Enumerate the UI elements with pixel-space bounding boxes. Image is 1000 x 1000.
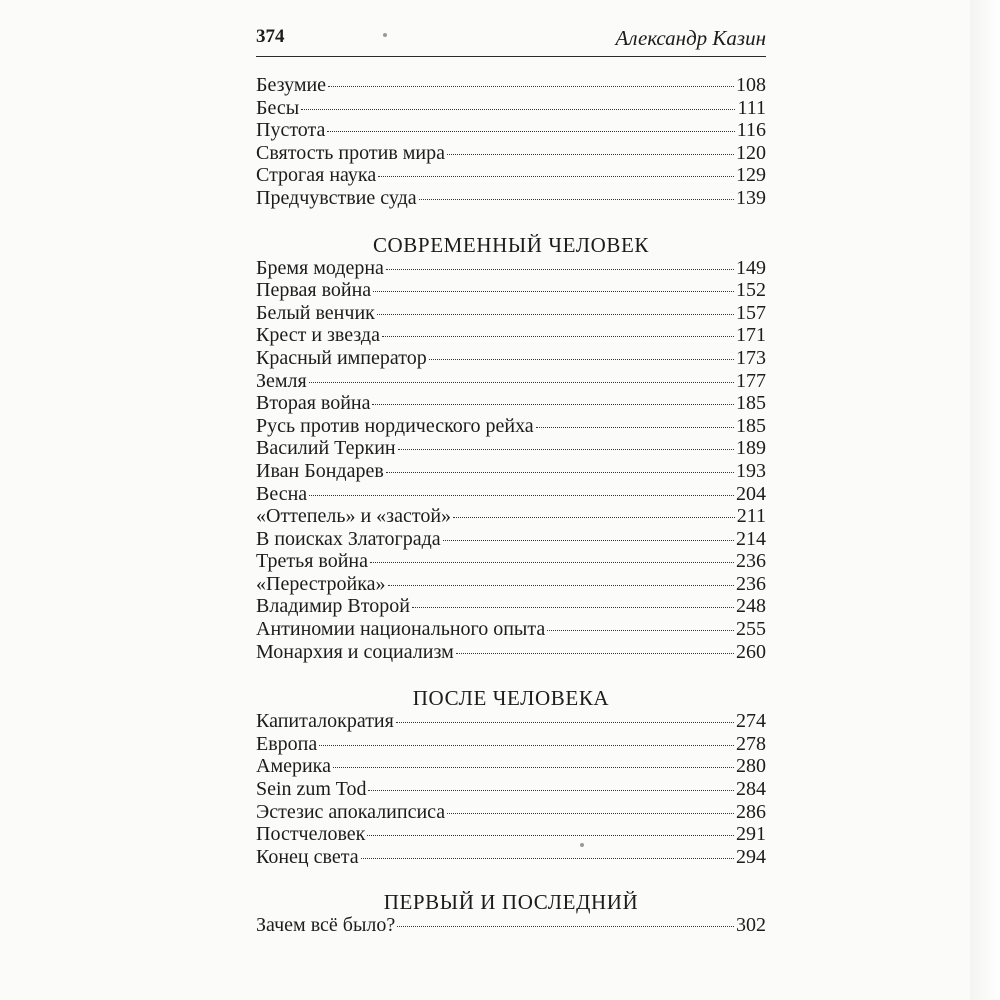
toc-entry-title: Святость против мира [256, 141, 445, 164]
toc-entry-title: Монархия и социализм [256, 640, 454, 663]
toc-leader-dots [453, 517, 735, 518]
toc-entry [256, 437, 766, 460]
toc-entry-title: Конец света [256, 845, 359, 868]
toc-entry-title: «Перестройка» [256, 572, 386, 595]
toc-leader-dots [370, 562, 734, 563]
toc-leader-dots [301, 109, 735, 110]
toc-entry-title: Земля [256, 369, 307, 392]
toc-entry-title: Пустота [256, 119, 326, 142]
toc-entry-title: Америка [256, 755, 331, 778]
toc-entry-page: 120 [736, 141, 766, 164]
toc-entry [256, 505, 766, 528]
toc-entry [256, 324, 766, 347]
toc-entry [256, 347, 766, 370]
toc-leader-dots [367, 835, 734, 836]
toc-entry-page: 211 [736, 505, 766, 528]
toc-entry [256, 392, 766, 415]
toc-leader-dots [397, 926, 734, 927]
toc-leader-dots [398, 449, 734, 450]
toc-leader-dots [319, 745, 734, 746]
toc-entry-page: 193 [736, 459, 766, 482]
toc-entry [256, 778, 766, 801]
toc-entry [256, 914, 766, 937]
toc-entry-title: Предчувствие суда [256, 186, 417, 209]
toc-leader-dots [327, 131, 734, 132]
toc-entry-page: 236 [736, 572, 766, 595]
toc-entry-title: В поисках Златограда [256, 527, 441, 550]
toc-entry-title: «Оттепель» и «застой» [256, 505, 452, 528]
toc-leader-dots [309, 382, 734, 383]
toc-entry-page: 274 [736, 710, 766, 733]
toc-leader-dots [536, 427, 734, 428]
toc-entry-title: Владимир Второй [256, 595, 410, 618]
toc-entry [256, 164, 766, 187]
toc-entry-title: Белый венчик [256, 301, 375, 324]
toc-entry-title: Антиномии национального опыта [256, 618, 546, 641]
toc-entry [256, 187, 766, 210]
toc-leader-dots [456, 653, 734, 654]
toc-entry [256, 595, 766, 618]
toc-entry-title: Вторая война [256, 392, 371, 415]
toc-entry [256, 302, 766, 325]
toc-entry [256, 846, 766, 869]
toc-entry [256, 618, 766, 641]
toc-entry-page: 284 [736, 778, 766, 801]
toc-entry-page: 302 [736, 914, 766, 937]
toc-entry-title: Sein zum Tod [256, 778, 367, 801]
section-heading-after-man: ПОСЛЕ ЧЕЛОВЕКА [412, 686, 610, 711]
toc-entry-page: 177 [736, 369, 766, 392]
toc-entry-title: Весна [256, 482, 308, 505]
toc-entry-title: Зачем всё было? [256, 914, 396, 937]
toc-entry [256, 415, 766, 438]
toc-entry-page: 214 [736, 527, 766, 550]
toc-leader-dots [361, 858, 734, 859]
page-header [256, 24, 766, 57]
toc-entry [256, 528, 766, 551]
toc-entry-page: 260 [736, 640, 766, 663]
toc-entry-page: 108 [736, 74, 766, 96]
toc-entry-page: 129 [736, 164, 766, 187]
toc-entry [256, 460, 766, 483]
toc-entry-page: 157 [736, 301, 766, 324]
toc-entry-title: Русь против нордического рейха [256, 414, 534, 437]
toc-entry-title: Бесы [256, 96, 300, 119]
toc-entry [256, 279, 766, 302]
toc-entry [256, 710, 766, 733]
toc-leader-dots [368, 790, 734, 791]
toc-entry-title: Эстезис апокалипсиса [256, 800, 446, 823]
toc-leader-dots [386, 269, 734, 270]
toc-leader-dots [412, 607, 734, 608]
toc-entry-page: 286 [736, 800, 766, 823]
toc-leader-dots [377, 314, 734, 315]
toc-leader-dots [443, 540, 734, 541]
toc-entry-page: 116 [736, 119, 766, 142]
toc-entry-page: 149 [736, 256, 766, 279]
toc-entry-page: 255 [736, 618, 766, 641]
toc-entry [256, 823, 766, 846]
toc-entry-page: 294 [736, 845, 766, 868]
toc-leader-dots [328, 86, 734, 87]
toc-leader-dots [547, 630, 734, 631]
toc-entry-title: Бремя модерна [256, 256, 384, 279]
section-heading-first-and-last: ПЕРВЫЙ И ПОСЛЕДНИЙ [383, 890, 639, 915]
table-of-contents [256, 74, 766, 937]
toc-entry-page: 291 [736, 823, 766, 846]
toc-entry-title: Красный император [256, 346, 427, 369]
section-spacer [256, 210, 766, 233]
toc-entry-title: Иван Бондарев [256, 459, 384, 482]
toc-entry-title: Постчеловек [256, 823, 366, 846]
toc-leader-dots [372, 404, 734, 405]
section-heading-modern-man: СОВРЕМЕННЫЙ ЧЕЛОВЕК [372, 232, 650, 257]
toc-entry-title: Безумие [256, 74, 327, 96]
section-spacer [256, 868, 766, 890]
toc-entry-title: Первая война [256, 279, 372, 302]
toc-entry-page: 171 [736, 324, 766, 347]
toc-entry [256, 801, 766, 824]
toc-leader-dots [447, 154, 734, 155]
toc-leader-dots [386, 472, 734, 473]
toc-entry-page: 173 [736, 346, 766, 369]
toc-entry [256, 550, 766, 573]
toc-entry-title: Капиталократия [256, 710, 394, 733]
toc-leader-dots [309, 495, 734, 496]
toc-leader-dots [429, 359, 734, 360]
toc-entry-page: 152 [736, 279, 766, 302]
toc-entry [256, 573, 766, 596]
toc-leader-dots [419, 199, 734, 200]
toc-entry-title: Третья война [256, 550, 368, 573]
toc-entry-title: Европа [256, 732, 318, 755]
page-number: 374 [256, 26, 285, 47]
toc-entry-page: 185 [736, 392, 766, 415]
toc-entry-page: 185 [736, 414, 766, 437]
toc-entry [256, 142, 766, 165]
toc-entry [256, 74, 766, 97]
toc-entry-page: 189 [736, 437, 766, 460]
toc-entry-page: 204 [736, 482, 766, 505]
toc-entry-page: 248 [736, 595, 766, 618]
toc-entry-page: 139 [736, 186, 766, 209]
toc-entry [256, 97, 766, 120]
toc-entry-page: 236 [736, 550, 766, 573]
toc-leader-dots [333, 767, 734, 768]
toc-entry [256, 733, 766, 756]
toc-entry-title: Строгая наука [256, 164, 377, 187]
toc-leader-dots [447, 813, 734, 814]
toc-entry [256, 257, 766, 280]
toc-leader-dots [378, 176, 734, 177]
toc-entry-title: Крест и звезда [256, 324, 380, 347]
toc-entry-page: 111 [737, 96, 766, 119]
toc-entry [256, 119, 766, 142]
toc-entry-page: 278 [736, 732, 766, 755]
section-spacer [256, 663, 766, 686]
toc-leader-dots [396, 722, 734, 723]
toc-leader-dots [382, 336, 734, 337]
toc-entry [256, 483, 766, 506]
toc-entry-title: Василий Теркин [256, 437, 396, 460]
running-head-author: Александр Казин [615, 26, 766, 50]
page-edge-shadow [970, 0, 1000, 1000]
toc-entry-page: 280 [736, 755, 766, 778]
toc-leader-dots [388, 585, 734, 586]
toc-leader-dots [373, 291, 734, 292]
toc-entry [256, 755, 766, 778]
toc-entry [256, 641, 766, 664]
toc-entry [256, 370, 766, 393]
